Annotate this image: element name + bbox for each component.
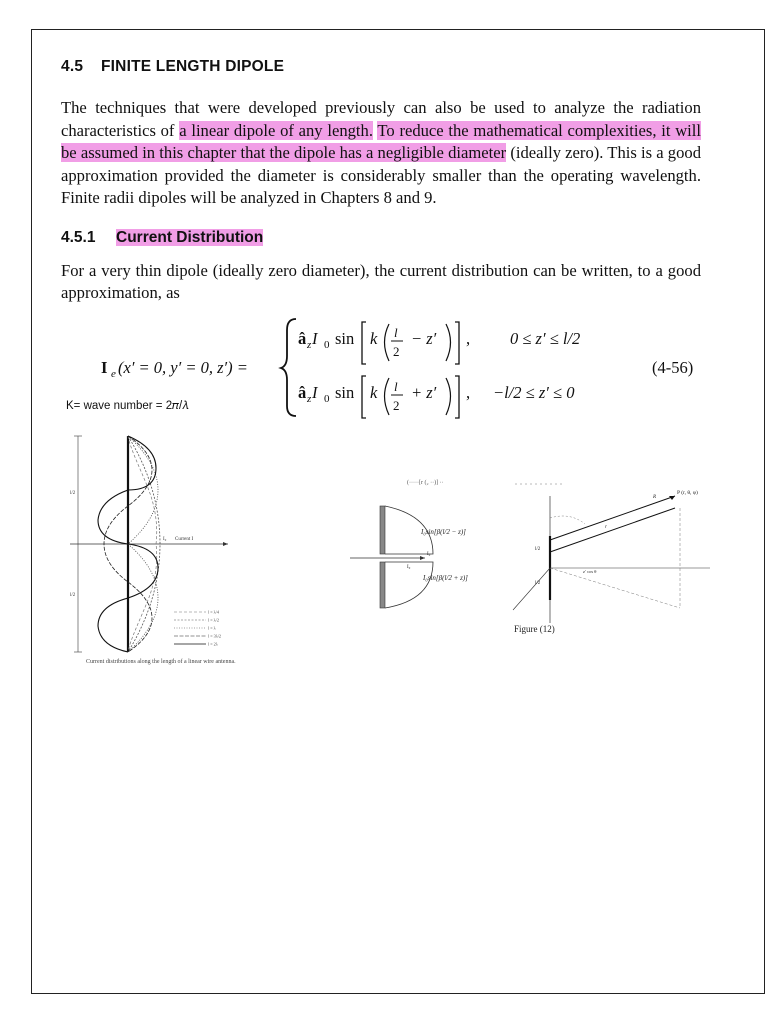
lower-arm bbox=[380, 562, 385, 608]
row2-a-sub: z bbox=[307, 393, 312, 405]
row2-bracket-left bbox=[362, 376, 366, 418]
cropped-expression: (·····[r (₂ ··)] ·· bbox=[407, 480, 444, 486]
label-l-top: l/2 bbox=[70, 491, 76, 496]
row1-paren-right bbox=[446, 324, 451, 361]
row1-i-sub: 0 bbox=[324, 339, 330, 351]
r-label: R bbox=[653, 495, 657, 500]
current-distribution-figure bbox=[60, 428, 270, 668]
feed-current-label: I₀ bbox=[427, 552, 431, 557]
zcos-label: z′ cos θ bbox=[583, 569, 597, 574]
current-label: Current I bbox=[175, 537, 194, 542]
row2-condition: −l/2 ≤ z′ ≤ 0 bbox=[493, 383, 575, 402]
row2-op: + z′ bbox=[411, 383, 437, 402]
row2-l: l bbox=[394, 379, 398, 394]
row1-i: I bbox=[312, 329, 318, 348]
right-figure-caption: Figure (12) bbox=[514, 624, 555, 634]
row1-a-sub: z bbox=[307, 339, 312, 351]
row2-paren-right bbox=[446, 378, 451, 415]
ray-R bbox=[550, 496, 675, 540]
current-axis-arrow bbox=[223, 542, 228, 546]
upper-arm bbox=[380, 506, 385, 554]
row1-bracket-right bbox=[455, 322, 459, 364]
label-l-bottom: l/2 bbox=[535, 581, 541, 586]
legend-5: l = 2λ bbox=[208, 641, 218, 647]
i0-marker: I₀ bbox=[407, 565, 411, 570]
lhs-sub: e bbox=[111, 368, 116, 380]
row2-paren-left bbox=[385, 378, 390, 415]
section-title: FINITE LENGTH DIPOLE bbox=[101, 58, 285, 75]
para1-text-1: The techniques that were developed previously can also be used to analyze the radiation characteristics of bbox=[61, 98, 701, 140]
wave-number-note: K= wave number = 2𝜋/𝜆 bbox=[66, 400, 189, 412]
lhs-var: I bbox=[101, 358, 108, 377]
equation-number: (4-56) bbox=[652, 358, 694, 377]
row2-two: 2 bbox=[393, 398, 400, 413]
legend-4: l = 3λ/2 bbox=[208, 633, 222, 639]
row1-two: 2 bbox=[393, 344, 400, 359]
row2-bracket-right bbox=[455, 376, 459, 418]
left-brace bbox=[281, 319, 296, 416]
x-axis bbox=[513, 568, 550, 610]
para1-highlight-1: a linear dipole of any length. bbox=[179, 120, 373, 140]
upper-current-expression: I₀sin[β(l/2 − z)] bbox=[421, 528, 466, 536]
legend-1: l = λ/4 bbox=[208, 609, 219, 615]
projection-line bbox=[550, 568, 680, 608]
row1-condition: 0 ≤ z′ ≤ l/2 bbox=[510, 329, 581, 348]
row2-sin: sin bbox=[335, 383, 355, 402]
ray-r bbox=[550, 508, 675, 552]
left-figure-caption: Current distributions along the length of a linear wire antenna. bbox=[86, 659, 236, 665]
lower-current-expression: I₀sin[β(l/2 + z)] bbox=[423, 574, 468, 582]
point-label: P (r, θ, φ) bbox=[677, 490, 698, 496]
row1-l: l bbox=[394, 325, 398, 340]
label-l-top: l/2 bbox=[535, 547, 541, 552]
current-paragraph: For a very thin dipole (ideally zero diameter), the current distribution can be written, to a good approximation, as bbox=[61, 261, 701, 302]
dipole-current-figure bbox=[345, 476, 505, 616]
row2-a: â bbox=[298, 383, 307, 402]
para1-text-3: (ideally zero). This is a good approximation provided the diameter is considerably smaller than the operating wavelength. Finite radii dipoles will be analyzed in Chapters 8 and 9. bbox=[61, 143, 701, 207]
para1-highlight-2: To reduce the mathematical complexities, it will be assumed in this chapter that the dipole has a negligible diameter bbox=[61, 120, 702, 162]
feed-arrow bbox=[420, 556, 425, 560]
legend-2: l = λ/2 bbox=[208, 617, 219, 623]
i0-label: I₀ bbox=[163, 537, 167, 542]
row1-a: â bbox=[298, 329, 307, 348]
row2-k: k bbox=[370, 383, 378, 402]
lhs-args: (x′ = 0, y′ = 0, z′) = bbox=[118, 358, 248, 377]
theta-arc bbox=[550, 516, 585, 524]
row1-k: k bbox=[370, 329, 378, 348]
r2-label: r bbox=[605, 525, 607, 530]
label-l-bottom: l/2 bbox=[70, 593, 76, 598]
row1-bracket-left bbox=[362, 322, 366, 364]
row2-i: I bbox=[312, 383, 318, 402]
dipole-geometry-figure bbox=[505, 478, 720, 628]
section-number: 4.5 bbox=[61, 58, 84, 75]
curve-legend bbox=[174, 610, 221, 647]
subsection-number: 4.5.1 bbox=[61, 229, 96, 246]
row1-paren-left bbox=[385, 324, 390, 361]
subsection-title: Current Distribution bbox=[116, 229, 264, 246]
row2-i-sub: 0 bbox=[324, 393, 330, 405]
row1-comma: , bbox=[466, 329, 471, 348]
legend-3: l = λ bbox=[208, 625, 216, 631]
row2-comma: , bbox=[466, 383, 471, 402]
row1-sin: sin bbox=[335, 329, 355, 348]
row1-op: − z′ bbox=[411, 329, 437, 348]
